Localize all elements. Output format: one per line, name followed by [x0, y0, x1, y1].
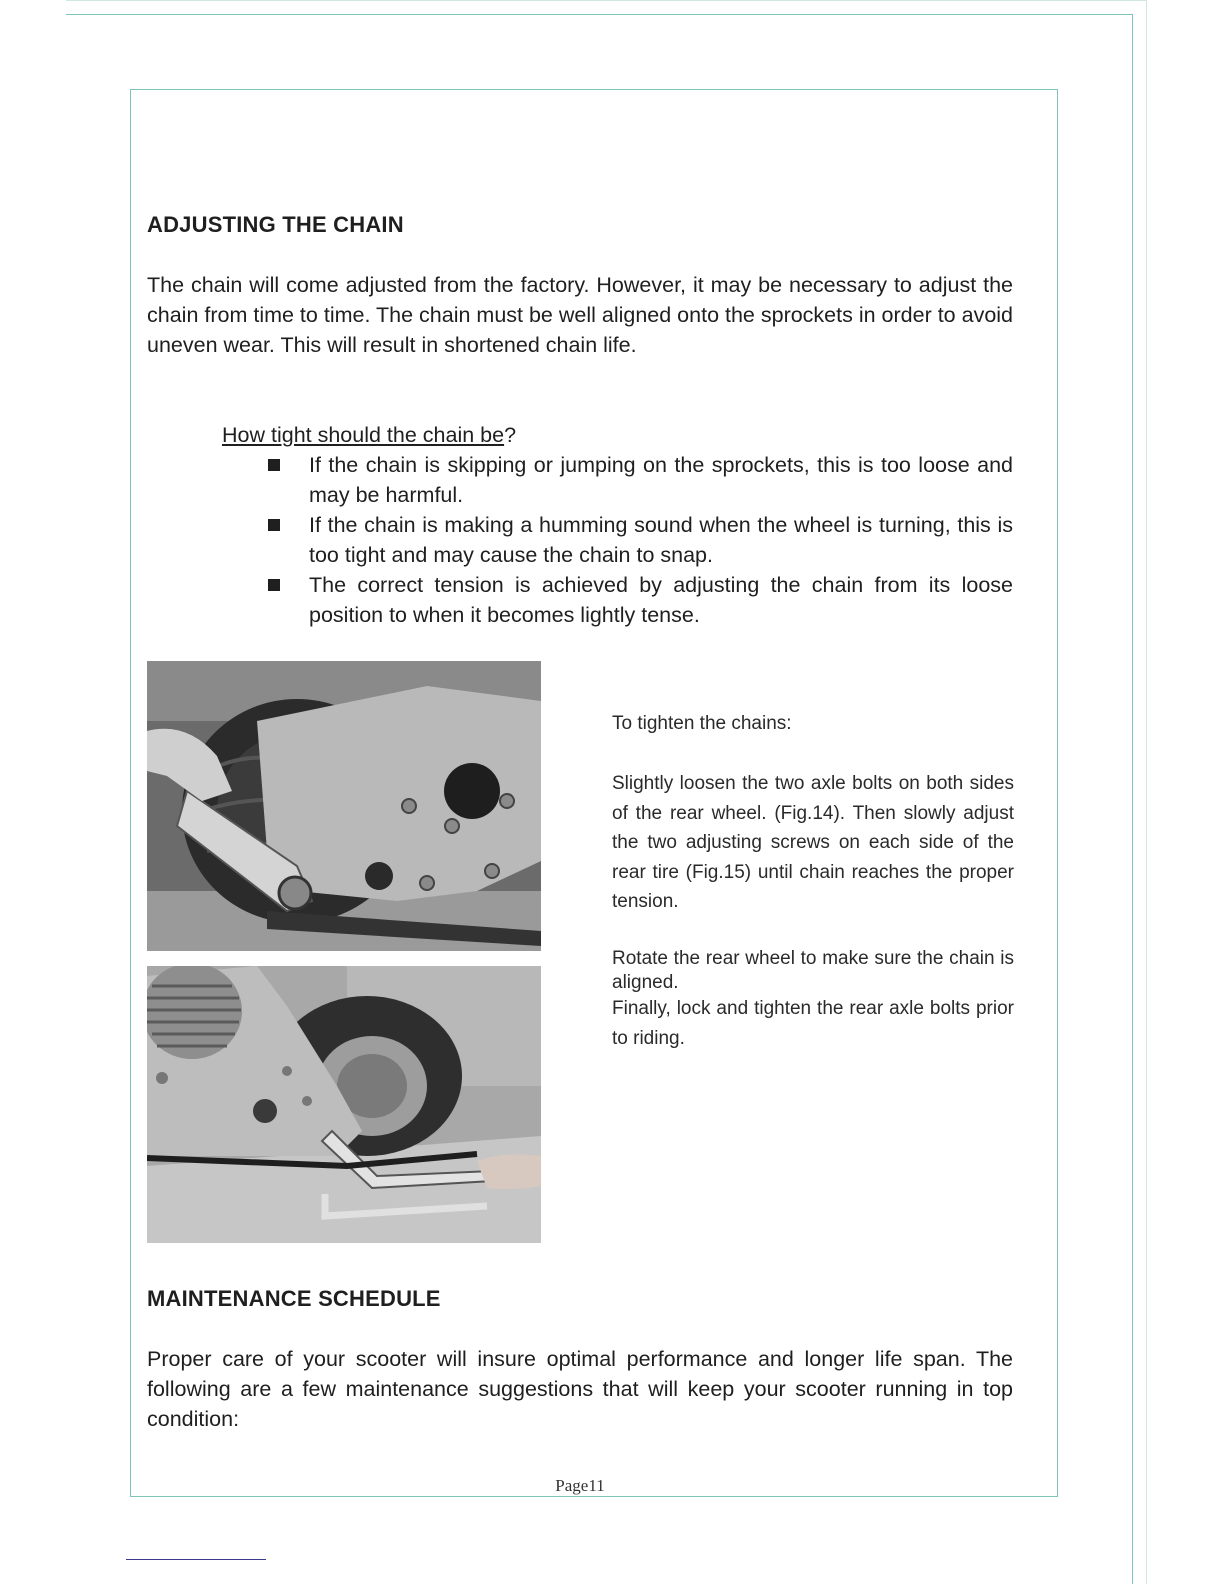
- bullet-text: If the chain is making a humming sound when the wheel is turning, this is too tight and may cause the chain to snap.: [309, 513, 1013, 567]
- bullet-text: If the chain is skipping or jumping on the sprockets, this is too loose and may be harmful.: [309, 453, 1013, 507]
- bullet-text: The correct tension is achieved by adjusting the chain from its loose position to when it becomes lightly tense.: [309, 573, 1013, 627]
- question-mark: ?: [504, 423, 517, 447]
- tighten-step-1: Slightly loosen the two axle bolts on both sides of the rear wheel. (Fig.14). Then slowly adjust the two adjusting screws on each side of the rear tire (Fig.15) until chain reaches the proper tension.: [612, 773, 1014, 912]
- page-edge-right: [1132, 14, 1133, 1584]
- bullet-square-icon: [268, 459, 280, 471]
- page-number: Page11: [555, 1476, 605, 1495]
- page-edge-outer-right: [1146, 0, 1147, 1584]
- adjusting-chain-heading: ADJUSTING THE CHAIN: [147, 212, 404, 237]
- footnote-separator: [126, 1559, 266, 1560]
- chain-tightness-question: [222, 420, 516, 450]
- chain-tension-bullets: [266, 450, 1013, 630]
- axle-bolt-photo: [147, 661, 541, 951]
- tighten-chains-title: To tighten the chains:: [612, 713, 792, 734]
- bullet-square-icon: [268, 579, 280, 591]
- list-item: [266, 570, 1013, 630]
- adjusting-screw-photo: [147, 966, 541, 1243]
- page-edge-top: [66, 14, 1132, 15]
- adjusting-screw-photo-illustration: [147, 966, 541, 1243]
- maintenance-schedule-text: Proper care of your scooter will insure optimal performance and longer life span. The following are a few maintenance suggestions that will keep your scooter running in top condition:: [147, 1347, 1013, 1431]
- axle-bolt-photo-illustration: [147, 661, 541, 951]
- tighten-step-3: Finally, lock and tighten the rear axle bolts prior to riding.: [612, 998, 1014, 1049]
- page-edge-outer-top: [66, 0, 1146, 1]
- maintenance-schedule-heading: MAINTENANCE SCHEDULE: [147, 1286, 441, 1311]
- bullet-square-icon: [268, 519, 280, 531]
- list-item: [266, 510, 1013, 570]
- chain-tightness-question-text: How tight should the chain be: [222, 423, 505, 447]
- tighten-step-2: Rotate the rear wheel to make sure the chain is aligned.: [612, 948, 1014, 993]
- list-item: [266, 450, 1013, 510]
- adjusting-chain-intro: The chain will come adjusted from the factory. However, it may be necessary to adjust the chain from time to time. The chain must be well aligned onto the sprockets in order to avoid uneven wear. This will result in shortened chain life.: [147, 273, 1014, 357]
